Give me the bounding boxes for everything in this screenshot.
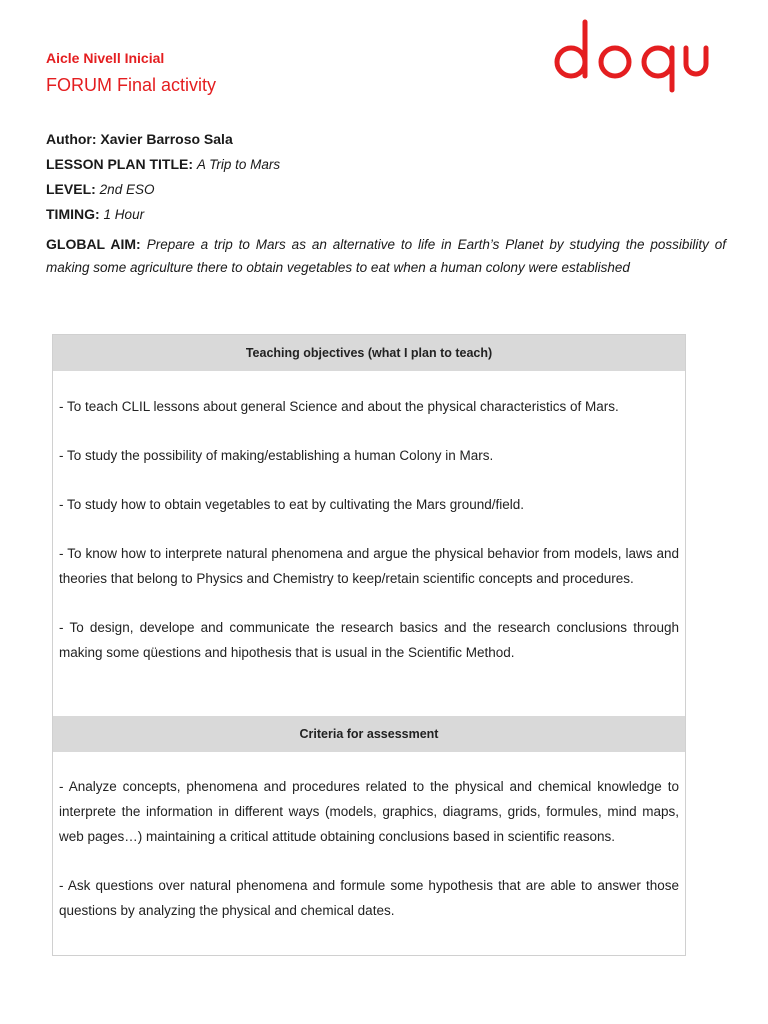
criteria-header: Criteria for assessment [53, 716, 685, 752]
author: Author: Xavier Barroso Sala [46, 131, 233, 147]
activity-title: FORUM Final activity [46, 75, 217, 95]
course-title: Aicle Nivell Inicial [46, 50, 165, 66]
objective-item: - To design, develope and communicate the research basics and the research conclusions through making some qüestions and hipothesis that is usual in the Scientific Method. [59, 620, 679, 660]
objective-item: - To know how to interprete natural phenomena and argue the physical behavior from models, laws and theories that belong to Physics and Chemistry to keep/retain scientific concepts and procedures. [59, 546, 679, 586]
timing-value: 1 Hour [103, 207, 145, 222]
teaching-objectives-header: Teaching objectives (what I plan to teach) [53, 335, 685, 371]
lesson-plan-title-label: LESSON PLAN TITLE: [46, 156, 193, 172]
level-label: LEVEL: [46, 181, 96, 197]
level [46, 181, 726, 197]
global-aim-value: Prepare a trip to Mars as an alternative to life in Earth’s Planet by studying the possibility of making some agriculture there to obtain vegetables to eat when a human colony were established [46, 237, 727, 275]
lesson-plan-title [46, 156, 726, 172]
level-value: 2nd ESO [99, 182, 155, 197]
lesson-plan-table [52, 334, 686, 956]
doqua-logo [552, 14, 718, 94]
criteria-cell [53, 774, 685, 923]
criteria-item: - Analyze concepts, phenomena and procedures related to the physical and chemical knowledge to interprete the information in different ways (models, graphics, diagrams, grids, formules, mind maps, web pages…) maintaining a critical attitude obtaining conclusions based in scientific reasons. [59, 779, 679, 844]
objective-item: - To study the possibility of making/establishing a human Colony in Mars. [59, 448, 494, 463]
global-aim-label: GLOBAL AIM: [46, 236, 141, 252]
criteria-item: - Ask questions over natural phenomena and formule some hypothesis that are able to answer those questions by analyzing the physical and chemical dates. [59, 878, 679, 918]
timing-label: TIMING: [46, 206, 100, 222]
teaching-objectives-cell [53, 394, 685, 665]
lesson-plan-title-value: A Trip to Mars [196, 157, 281, 172]
timing [46, 206, 726, 222]
objective-item: - To teach CLIL lessons about general Science and about the physical characteristics of Mars. [59, 399, 619, 414]
objective-item: - To study how to obtain vegetables to eat by cultivating the Mars ground/field. [59, 497, 525, 512]
global-aim [46, 233, 726, 279]
